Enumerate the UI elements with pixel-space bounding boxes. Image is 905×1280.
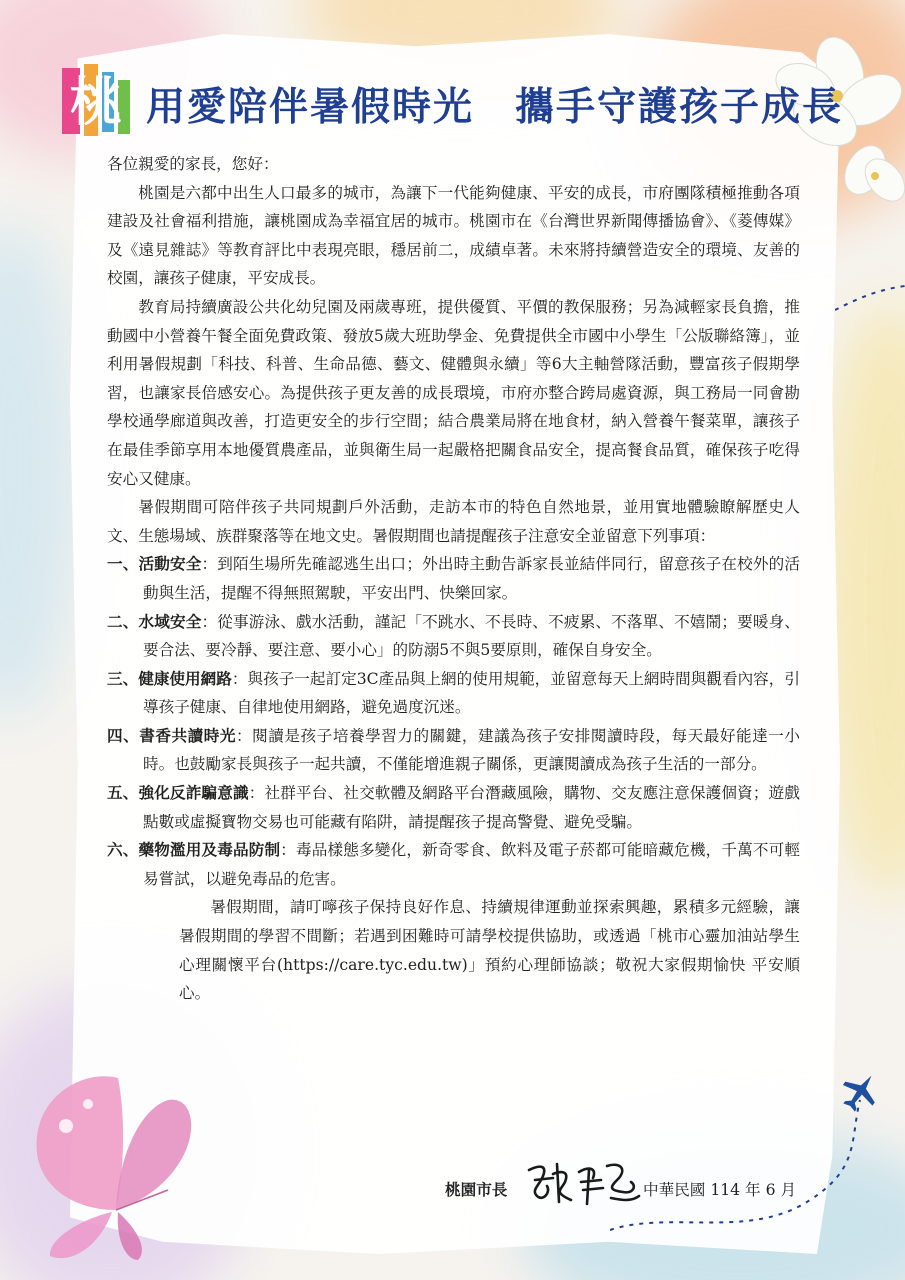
item-heading: 藥物濫用及毒品防制 bbox=[138, 840, 281, 860]
butterfly-icon bbox=[8, 1060, 208, 1265]
list-item bbox=[107, 836, 800, 893]
item-text: ：社群平台、社交軟體及網路平台潛藏風險，購物、交友應注意保護個資；遊戲點數或虛擬寶物交易也可能藏有陷阱，請提醒孩子提高警覺、避免受騙。 bbox=[143, 784, 800, 831]
taoyuan-logo-icon bbox=[60, 62, 132, 138]
list-item bbox=[107, 550, 800, 607]
list-item bbox=[107, 779, 800, 836]
list-item bbox=[107, 608, 800, 665]
item-text: ：閱讀是孩子培養學習力的關鍵，建議為孩子安排閱讀時段，每天最好能達一小時。也鼓勵家長與孩子一起共讀，不僅能增進親子關係，更讓閱讀成為孩子生活的一部分。 bbox=[143, 726, 800, 774]
item-number: 三、 bbox=[107, 668, 139, 688]
page-title: 用愛陪伴暑假時光 攜手守護孩子成長 bbox=[146, 85, 844, 130]
date-text: 中華民國 114 年 6 月 bbox=[643, 1181, 797, 1199]
item-heading: 強化反詐騙意識 bbox=[138, 783, 249, 803]
logo-glyph: 桃 bbox=[69, 73, 123, 133]
list-item bbox=[107, 665, 800, 722]
item-text: ：與孩子一起訂定3C產品與上網的使用規範，並留意每天上網時間與觀看內容，引導孩子健康、自律地使用網路，避免過度沉迷。 bbox=[143, 669, 800, 717]
item-number: 四、 bbox=[107, 725, 140, 745]
closing-paragraph: 暑假期間，請叮嚀孩子保持良好作息、持續規律運動並探索興趣，累積多元經驗，讓暑假期間的學習不間斷；若遇到困難時可請學校提供協助，或透過「桃市心靈加油站學生心理關懷平台(https://care.tyc.edu.tw)」預約心理師協談；敬祝大家假期愉快 平安順心。 bbox=[179, 898, 800, 1003]
watercolor-blue-left bbox=[0, 220, 80, 720]
greeting: 各位親愛的家長，您好： bbox=[107, 155, 279, 173]
airplane-icon bbox=[838, 1070, 882, 1114]
item-text: ：到陌生場所先確認逃生出口；外出時主動告訴家長並結伴同行，留意孩子在校外的活動與生活，提醒不得無照駕駛，平安出門、快樂回家。 bbox=[143, 555, 800, 602]
dotted-line-icon bbox=[835, 280, 905, 320]
paragraph-1: 桃園是六都中出生人口最多的城市，為讓下一代能夠健康、平安的成長，市府團隊積極推動各項建設及社會福利措施，讓桃園成為幸福宜居的城市。桃園市在《台灣世界新聞傳播協會》、《菱傳媒》及《遠見雜誌》等教育評比中表現亮眼，穩居前二，成績卓著。未來將持續營造安全的環境、友善的校園，讓孩子健康，平安成長。 bbox=[107, 183, 800, 288]
item-heading: 活動安全 bbox=[138, 554, 202, 574]
item-heading: 健康使用網路 bbox=[138, 668, 232, 688]
letter-body bbox=[107, 150, 800, 1008]
paragraph-3: 暑假期間可陪伴孩子共同規劃戶外活動，走訪本市的特色自然地景，並用實地體驗瞭解歷史人文、生態場域、族群聚落等在地文史。暑假期間也請提醒孩子注意安全並留意下列事項： bbox=[107, 498, 800, 545]
item-number: 六、 bbox=[107, 840, 139, 860]
item-heading: 書香共讀時光 bbox=[139, 725, 237, 745]
paragraph-2: 教育局持續廣設公共化幼兒園及兩歲專班，提供優質、平價的教保服務；另為減輕家長負擔，推動國中小營養午餐全面免費政策、發放5歲大班助學金、免費提供全市國中小學生「公版聯絡簿」，並利用暑假規劃「科技、科普、生命品德、藝文、健體與永續」等6大主軸營隊活動，豐富孩子假期學習，也讓家長倍感安心。為提供孩子更友善的成長環境，市府亦整合跨局處資源，與工務局一同會勘學校通學廊道與改善，打造更安全的步行空間；結合農業局將在地食材，納入營養午餐菜單，讓孩子在最佳季節享用本地優質農產品，並與衛生局一起嚴格把關食品安全，提高餐食品質，確保孩子吃得安心又健康。 bbox=[107, 297, 800, 488]
mayor-label: 桃園市長 bbox=[445, 1180, 508, 1199]
item-heading: 水域安全 bbox=[138, 611, 202, 631]
item-text: ：從事游泳、戲水活動，謹記「不跳水、不長時、不疲累、不落單、不嬉鬧；要暖身、要合法、要冷靜、要注意、要小心」的防溺5不與5要原則，確保自身安全。 bbox=[143, 612, 800, 660]
item-number: 一、 bbox=[107, 554, 139, 574]
item-text: ：毒品樣態多變化，新奇零食、飲料及電子菸都可能暗藏危機，千萬不可輕易嘗試，以避免毒品的危害。 bbox=[143, 841, 800, 888]
item-number: 五、 bbox=[107, 783, 139, 803]
list-item bbox=[107, 722, 800, 779]
header bbox=[60, 62, 860, 138]
item-number: 二、 bbox=[107, 611, 139, 631]
